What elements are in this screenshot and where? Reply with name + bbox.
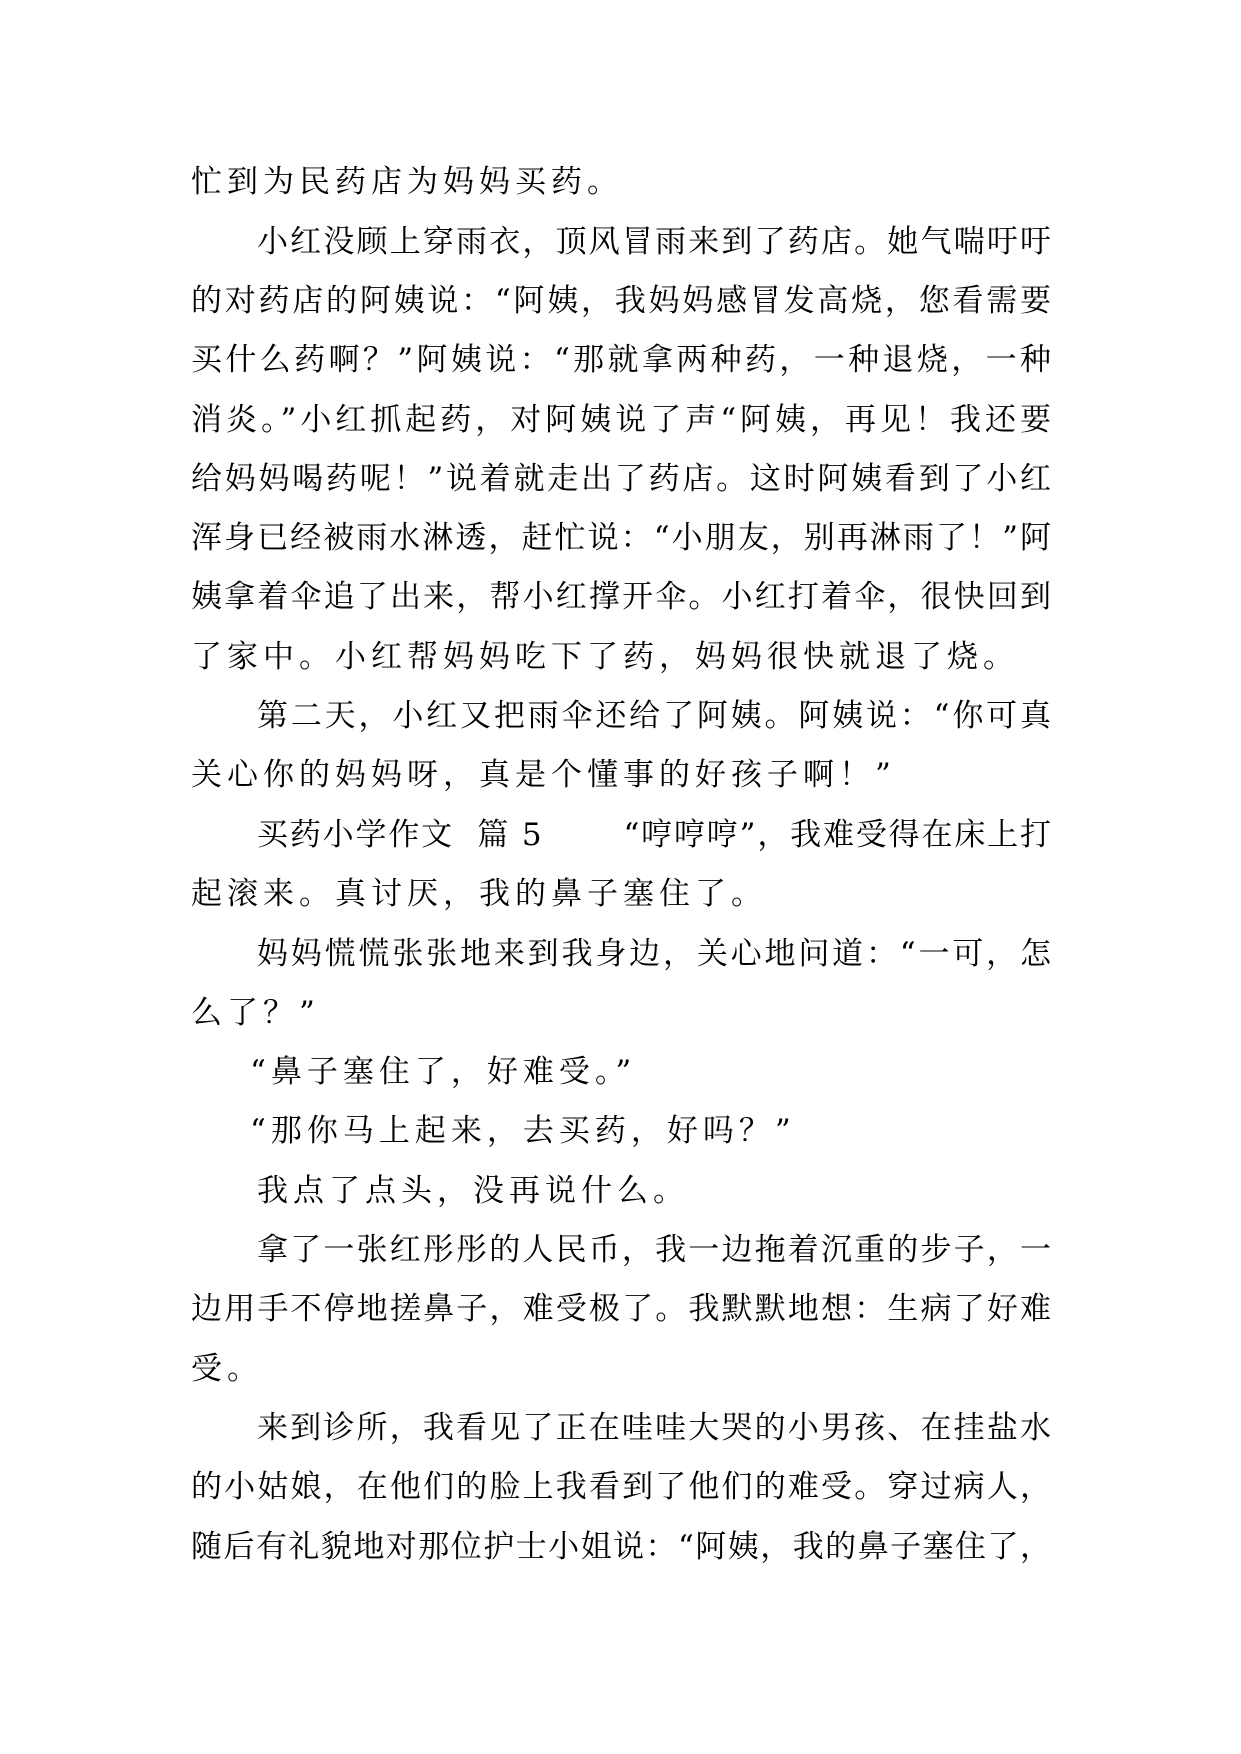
text-line: 的小姑娘，在他们的脸上我看到了他们的难受。穿过病人， bbox=[191, 1469, 1051, 1505]
text-line: 浑身已经被雨水淋透，赶忙说：“小朋友，别再淋雨了！”阿 bbox=[191, 520, 1051, 556]
text-line: 买药小学作文 篇 5 “哼哼哼”，我难受得在床上打 bbox=[257, 817, 1051, 853]
text-line: 妈妈慌慌张张地来到我身边，关心地问道：“一可，怎 bbox=[257, 936, 1051, 972]
text-line: 起滚来。真讨厌，我的鼻子塞住了。 bbox=[191, 876, 767, 912]
text-line: 第二天，小红又把雨伞还给了阿姨。阿姨说：“你可真 bbox=[257, 698, 1051, 734]
text-line: 了家中。小红帮妈妈吃下了药，妈妈很快就退了烧。 bbox=[191, 639, 1019, 675]
text-line: 我点了点头，没再说什么。 bbox=[257, 1173, 689, 1209]
text-line: 消炎。”小红抓起药，对阿姨说了声“阿姨，再见！我还要 bbox=[191, 402, 1051, 438]
text-line: 给妈妈喝药呢！”说着就走出了药店。这时阿姨看到了小红 bbox=[191, 461, 1051, 497]
text-line: 的对药店的阿姨说：“阿姨，我妈妈感冒发高烧，您看需要 bbox=[191, 283, 1051, 319]
text-line: 关心你的妈妈呀，真是个懂事的好孩子啊！” bbox=[191, 757, 896, 793]
text-line: 忙到为民药店为妈妈买药。 bbox=[191, 164, 623, 200]
text-line: 么了？” bbox=[191, 995, 320, 1031]
text-line: “鼻子塞住了，好难受。” bbox=[250, 1054, 637, 1090]
text-line: “那你马上起来，去买药，好吗？” bbox=[250, 1113, 796, 1149]
text-line: 随后有礼貌地对那位护士小姐说：“阿姨，我的鼻子塞住了， bbox=[191, 1529, 1051, 1565]
text-line: 小红没顾上穿雨衣，顶风冒雨来到了药店。她气喘吁吁 bbox=[257, 224, 1051, 260]
text-line: 买什么药啊？”阿姨说：“那就拿两种药，一种退烧，一种 bbox=[191, 342, 1051, 378]
text-line: 拿了一张红彤彤的人民币，我一边拖着沉重的步子，一 bbox=[257, 1232, 1051, 1268]
text-line: 边用手不停地搓鼻子，难受极了。我默默地想：生病了好难 bbox=[191, 1291, 1051, 1327]
text-line: 姨拿着伞追了出来，帮小红撑开伞。小红打着伞，很快回到 bbox=[191, 579, 1051, 615]
text-line: 受。 bbox=[191, 1351, 263, 1387]
text-line: 来到诊所，我看见了正在哇哇大哭的小男孩、在挂盐水 bbox=[257, 1410, 1051, 1446]
